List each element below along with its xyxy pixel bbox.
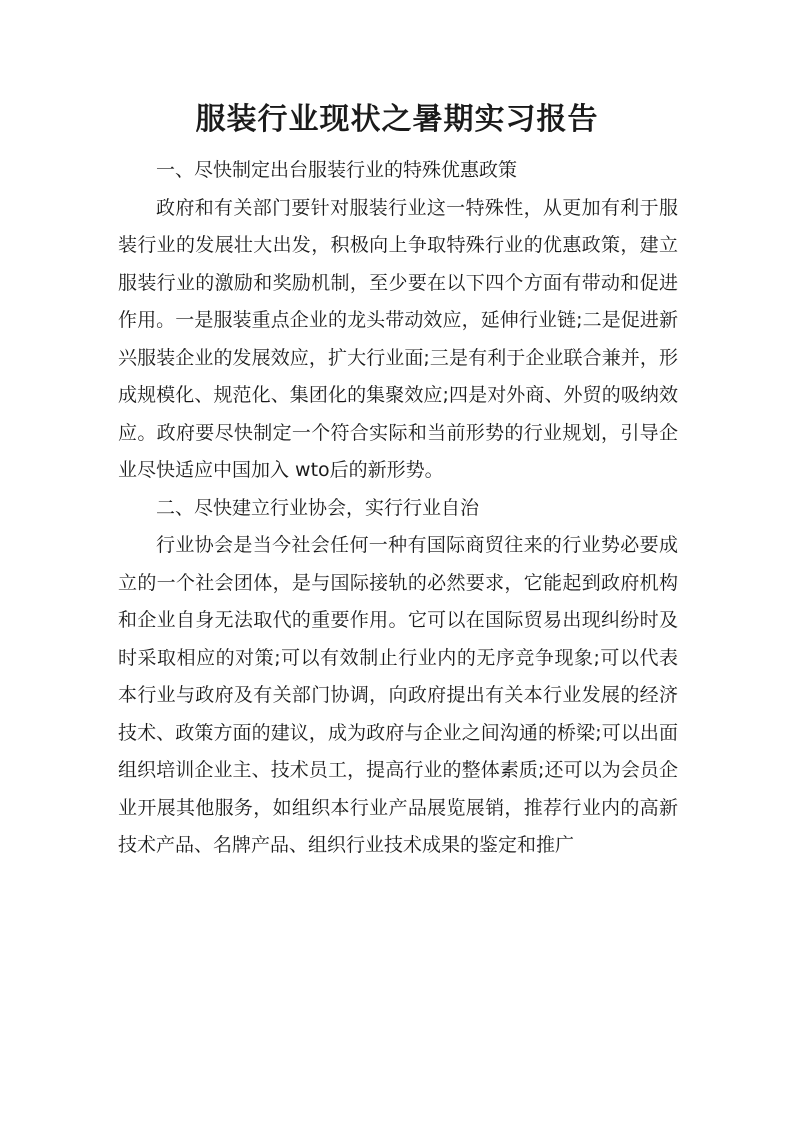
document-body (118, 152, 678, 865)
document-title: 服装行业现状之暑期实习报告 (195, 102, 599, 137)
section-paragraph-2: 行业协会是当今社会任何一种有国际商贸往来的行业势必要成立的一个社会团体，是与国际接轨的必然要求，它能起到政府机构和企业自身无法取代的重要作用。它可以在国际贸易出现纠纷时及时采取相应的对策;可以有效制止行业内的无序竞争现象;可以代表本行业与政府及有关部门协调，向政府提出有关本行业发展的经济技术、政策方面的建议，成为政府与企业之间沟通的桥梁;可以出面组织培训企业主、技术员工，提高行业的整体素质;还可以为会员企业开展其他服务，如组织本行业产品展览展销，推荐行业内的高新技术产品、名牌产品、组织行业技术成果的鉴定和推广 (118, 534, 678, 856)
section-heading-1: 一、尽快制定出台服装行业的特殊优惠政策 (156, 159, 518, 181)
section-paragraph-1: 政府和有关部门要针对服装行业这一特殊性，从更加有利于服装行业的发展壮大出发，积极向上争取特殊行业的优惠政策，建立服装行业的激励和奖励机制，至少要在以下四个方面有带动和促进作用。一是服装重点企业的龙头带动效应，延伸行业链;二是促进新兴服装企业的发展效应，扩大行业面;三是有利于企业联合兼并，形成规模化、规范化、集团化的集聚效应;四是对外商、外贸的吸纳效应。政府要尽快制定一个符合实际和当前形势的行业规划，引导企业尽快适应中国加入 wto后的新形势。 (118, 196, 678, 481)
section-heading-2: 二、尽快建立行业协会，实行行业自治 (156, 496, 480, 519)
